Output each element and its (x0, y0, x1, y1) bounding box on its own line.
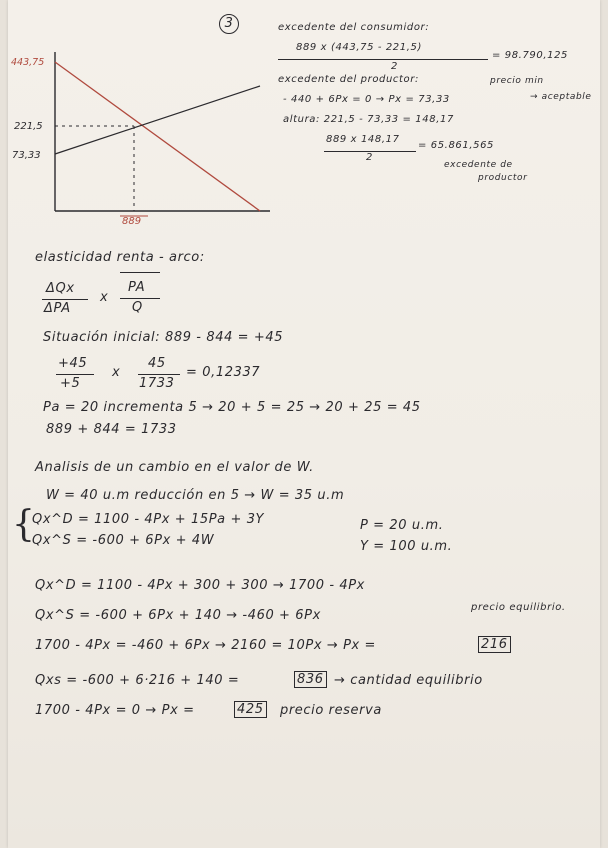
calc-result: = 0,12337 (186, 365, 261, 380)
elasticity-title: elasticidad renta - arco: (35, 250, 205, 265)
pa-increment-line: Pa = 20 incrementa 5 → 20 + 5 = 25 → 20 + 25 = 45 (43, 400, 421, 415)
notebook-page (8, 0, 600, 848)
page-number-circle (219, 14, 239, 34)
page-number: 3 (224, 16, 234, 31)
analysis-title: Analisis de un cambio en el valor de W. (35, 460, 314, 475)
supply-substituted: Qx^S = -600 + 6Px + 140 → -460 + 6Px (35, 608, 321, 623)
calc-denominator-1: +5 (60, 376, 81, 391)
reserve-line: 1700 - 4Px = 0 → Px = (35, 703, 195, 718)
producer-price-equation: - 440 + 6Px = 0 → Px = 73,33 (283, 94, 450, 105)
producer-surplus-numerator: 889 x 148,17 (326, 134, 400, 145)
quantity-note: → cantidad equilibrio (334, 673, 483, 688)
calc-numerator-1: +45 (58, 356, 88, 371)
equilibrium-price-box: 216 (478, 636, 511, 653)
demand-substituted: Qx^D = 1100 - 4Px + 300 + 300 → 1700 - 4Px (35, 578, 365, 593)
formula-q: Q (132, 300, 143, 315)
equilibrium-quantity-box: 836 (294, 671, 327, 688)
consumer-surplus-numerator: 889 x (443,75 - 221,5) (296, 42, 422, 53)
qxs-line: Qxs = -600 + 6·216 + 140 = (35, 673, 240, 688)
quantity-sum-line: 889 + 844 = 1733 (46, 422, 177, 437)
producer-surplus-note-2: productor (478, 173, 528, 183)
initial-situation: Situación inicial: 889 - 844 = +45 (43, 330, 284, 345)
consumer-surplus-title: excedente del consumidor: (278, 22, 430, 33)
formula-pa: PA (128, 280, 146, 295)
supply-demand-graph (8, 40, 278, 260)
acceptable-note: → aceptable (530, 92, 592, 102)
equilibrium-price-note: precio equilibrio. (471, 602, 566, 613)
x-tick-889: 889 (122, 216, 142, 227)
system-brace: { (12, 504, 35, 545)
consumer-surplus-fraction-bar (278, 59, 488, 60)
producer-surplus-result: = 65.861,565 (418, 140, 495, 151)
y-tick-221: 221,5 (14, 121, 43, 132)
reserve-price-note: precio reserva (280, 703, 382, 718)
equate-line: 1700 - 4Px = -460 + 6Px → 2160 = 10Px → Px = (35, 638, 377, 653)
formula-times: x (100, 290, 109, 305)
calc-denominator-2: 1733 (139, 376, 175, 391)
producer-surplus-denominator: 2 (366, 152, 373, 163)
w-reduction-line: W = 40 u.m reducción en 5 → W = 35 u.m (46, 488, 345, 503)
calc-times: x (112, 365, 121, 380)
reserve-price-box: 425 (234, 701, 267, 718)
y-tick-443: 443,75 (11, 57, 45, 68)
producer-surplus-title: excedente del productor: (278, 74, 419, 85)
consumer-surplus-result: = 98.790,125 (492, 50, 569, 61)
demand-line (55, 62, 260, 211)
formula-delta-qx: ΔQx (46, 281, 75, 296)
consumer-surplus-denominator: 2 (391, 61, 398, 72)
y-value: Y = 100 u.m. (360, 539, 453, 554)
supply-equation: Qx^S = -600 + 6Px + 4W (32, 533, 215, 548)
formula-overline (120, 272, 160, 273)
producer-surplus-note-1: excedente de (444, 160, 513, 170)
demand-equation: Qx^D = 1100 - 4Px + 15Pa + 3Y (32, 512, 265, 527)
formula-delta-pa: ΔPA (44, 301, 71, 316)
min-price-note: precio min (490, 76, 544, 86)
p-value: P = 20 u.m. (360, 518, 444, 533)
calc-numerator-2: 45 (148, 356, 166, 371)
supply-line (55, 86, 260, 154)
y-tick-73: 73,33 (12, 150, 41, 161)
height-line: altura: 221,5 - 73,33 = 148,17 (283, 114, 454, 125)
